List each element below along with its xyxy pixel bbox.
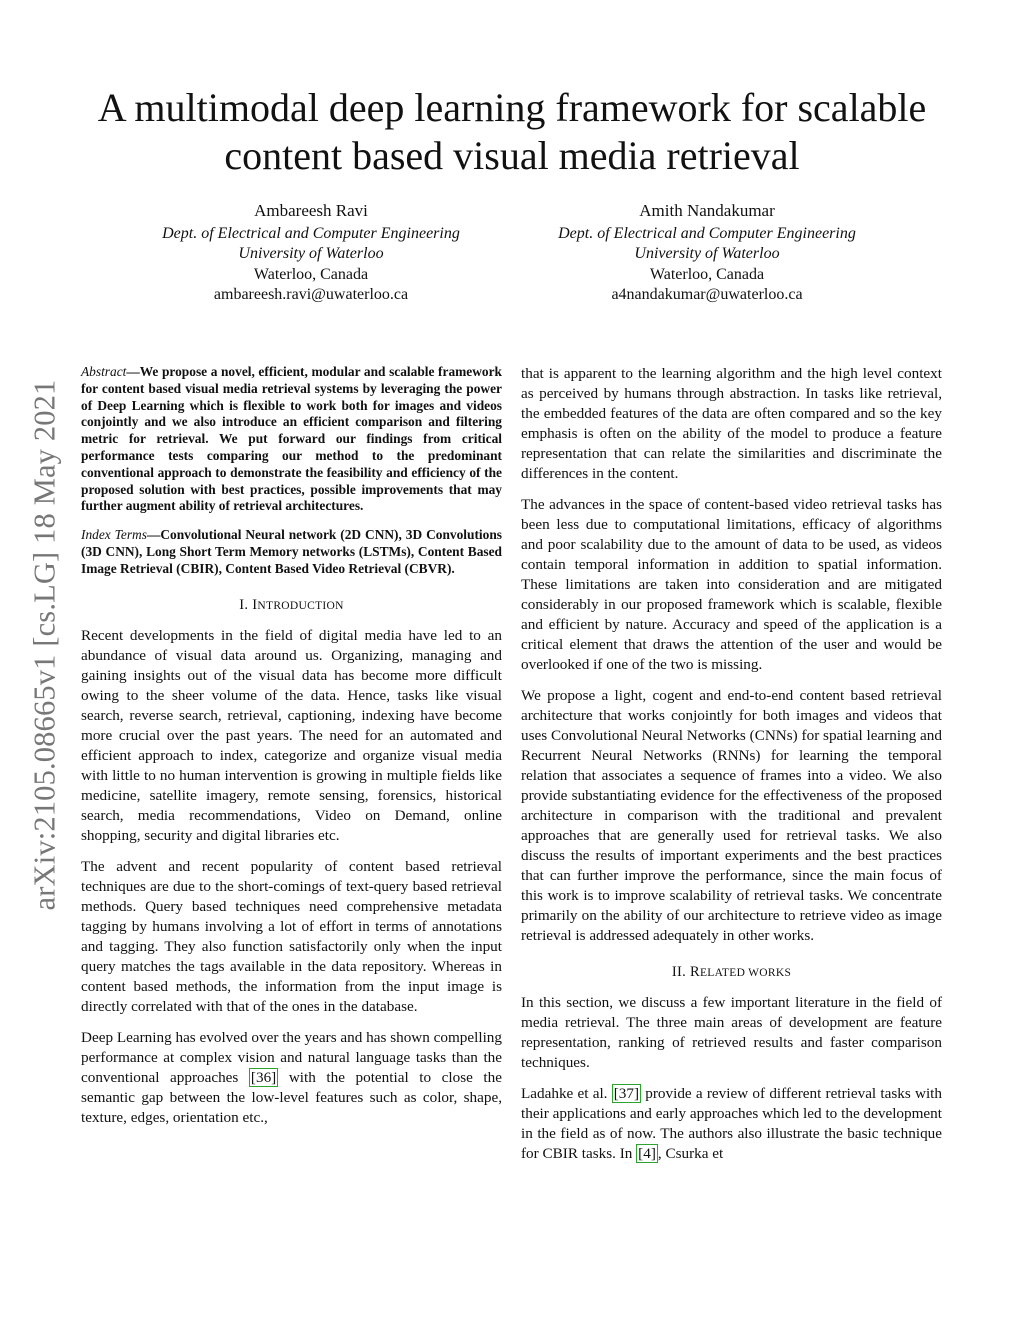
paragraph: The advances in the space of content-based video retrieval tasks has been less due to computational limitations, efficacy of algorithms and poor scalability due to the amount of data to be used, as videos contain temporal information in addition to spatial information. These limitations are taken into consideration and are mitigated considerably in our proposed framework which is scalable, flexible and efficient by nature. Accuracy and speed of the application is a critical element that draws the attention of the user and would be overlooked if one of the two is missing. — [521, 496, 942, 673]
paragraph-text: with the potential to close the semantic gap between the low-level features such as color, shape, texture, edges, orientation etc., — [81, 1068, 502, 1126]
section-number: I. — [239, 596, 249, 613]
index-terms-label: Index Terms — [81, 527, 147, 543]
author-name: Ambareesh Ravi — [254, 201, 368, 220]
section-number: II. — [671, 964, 687, 980]
citation-link[interactable]: [37] — [613, 1085, 640, 1102]
paragraph — [521, 1084, 942, 1164]
index-terms — [81, 527, 502, 577]
abstract-text: —We propose a novel, efficient, modular and scalable framework for content based visual media retrieval systems by leveraging the power of Deep Learning which is flexible to work both for images and videos conjointly and we also introduce an efficient comparison and filtering metric for retrieval. We put forward our findings from critical performance tests comparing our method to the predominant conventional approach to demonstrate the feasibility and efficiency of the proposed solution with best practices, possible improvements that may further augment ability of retrieval architectures. — [81, 364, 502, 514]
index-terms-text: —Convolutional Neural network (2D CNN), 3D Convolutions (3D CNN), Long Short Term Memory networks (LSTMs), Content Based Image Retrieval (CBIR), Content Based Video Retrieval (CBVR). — [81, 527, 502, 576]
left-column — [81, 364, 502, 1139]
section-initial: R — [689, 964, 700, 980]
author-dept: Dept. of Electrical and Computer Engineering — [558, 224, 856, 242]
paragraph-text: Deep Learning has evolved over the years and has shown compelling performance at complex vision and natural language tasks than the conventional approaches — [81, 1028, 502, 1086]
arxiv-sidebar — [27, 345, 62, 945]
section-title-rest: ELATED WORKS — [699, 967, 792, 979]
author-email[interactable]: ambareesh.ravi@uwaterloo.ca — [213, 286, 409, 303]
author-university: University of Waterloo — [634, 245, 780, 262]
title-line-1: A multimodal deep learning framework for scalable — [97, 85, 927, 130]
paragraph: Recent developments in the field of digital media have led to an abundance of visual data around us. Organizing, managing and gaining insights out of the visual data has become more difficult owing to the sheer volume of the data. Hence, tasks like visual search, reverse search, retrieval, captioning, indexing have become more crucial over the past years. The need for an automated and efficient approach to index, categorize and organize visual media with little to no human intervention is growing in multiple fields like medicine, satellite imagery, remote sensing, forensics, historical search, media recommendations, Video on Demand, online shopping, security and digital libraries etc. — [81, 626, 502, 844]
section-heading-related-works — [521, 962, 942, 983]
arxiv-identifier[interactable]: arXiv:2105.08665v1 [cs.LG] 18 May 2021 — [27, 379, 62, 911]
title-line-2: content based visual media retrieval — [224, 133, 800, 178]
author-location: Waterloo, Canada — [253, 265, 369, 283]
section-heading-introduction — [81, 595, 502, 616]
abstract-label: Abstract — [81, 364, 127, 379]
section-title-rest: NTRODUCTION — [257, 599, 344, 612]
paragraph: The advent and recent popularity of content based retrieval techniques are due to the short-comings of text-query based retrieval methods. Query based techniques need comprehensive metadata tagging by humans involving a lot of effort in terms of annotations and tagging. They also function satisfactorily only when the input query matches the tags available in the data repository. Whereas in content based methods, the information from the input image is directly correlated with that of the ones in the database. — [81, 857, 502, 1015]
author-block-2 — [507, 201, 907, 306]
author-dept: Dept. of Electrical and Computer Engineering — [162, 224, 460, 242]
paper-title — [60, 84, 964, 180]
abstract — [81, 364, 502, 515]
paragraph-text: provide a review of different retrieval tasks with their applications and early approaches which led to the development in the field as of now. The authors also illustrate the basic technique for CBIR tasks. In — [521, 1085, 942, 1162]
citation-link[interactable]: [36] — [250, 1068, 277, 1086]
section-initial: I — [252, 596, 258, 613]
author-name: Amith Nandakumar — [639, 201, 775, 220]
author-university: University of Waterloo — [238, 245, 384, 262]
paragraph: In this section, we discuss a few important literature in the field of media retrieval. The three main areas of development are feature representation, ranking of retrieved results and faster comparison techniques. — [521, 994, 942, 1071]
paragraph-text: Ladahke et al. — [521, 1085, 612, 1102]
author-email[interactable]: a4nandakumar@uwaterloo.ca — [611, 286, 803, 303]
paragraph: that is apparent to the learning algorithm and the high level context as perceived by humans through abstraction. In tasks like retrieval, the embedded features of the data are often compared and so the key emphasis is often on the ability of the model to produce a feature representation that can relate the similarities and discriminate the differences in the content. — [521, 365, 942, 482]
right-column — [521, 364, 942, 1175]
paragraph: We propose a light, cogent and end-to-end content based retrieval architecture that works conjointly for both images and videos that uses Convolutional Neural Networks (CNNs) for spatial learning and Recurrent Neural Networks (RNNs) for learning the temporal relation that associates a sequence of frames into a video. We also provide substantiating evidence for the effectiveness of the proposed architecture in comparison with the traditional and prevalent approaches that are generally used for retrieval tasks. We also discuss the results of important experiments and the best practices that can further improve the performance, since the main focus of this work is to improve scalability of retrieval tasks. We concentrate primarily on the ability of our architecture to retrieve video as image retrieval is addressed adequately in other works. — [521, 687, 942, 944]
author-block-1 — [111, 201, 511, 306]
citation-link[interactable]: [4] — [638, 1145, 656, 1162]
paragraph — [81, 1028, 502, 1128]
paragraph-text: , Csurka et — [657, 1145, 724, 1162]
author-location: Waterloo, Canada — [649, 265, 765, 283]
